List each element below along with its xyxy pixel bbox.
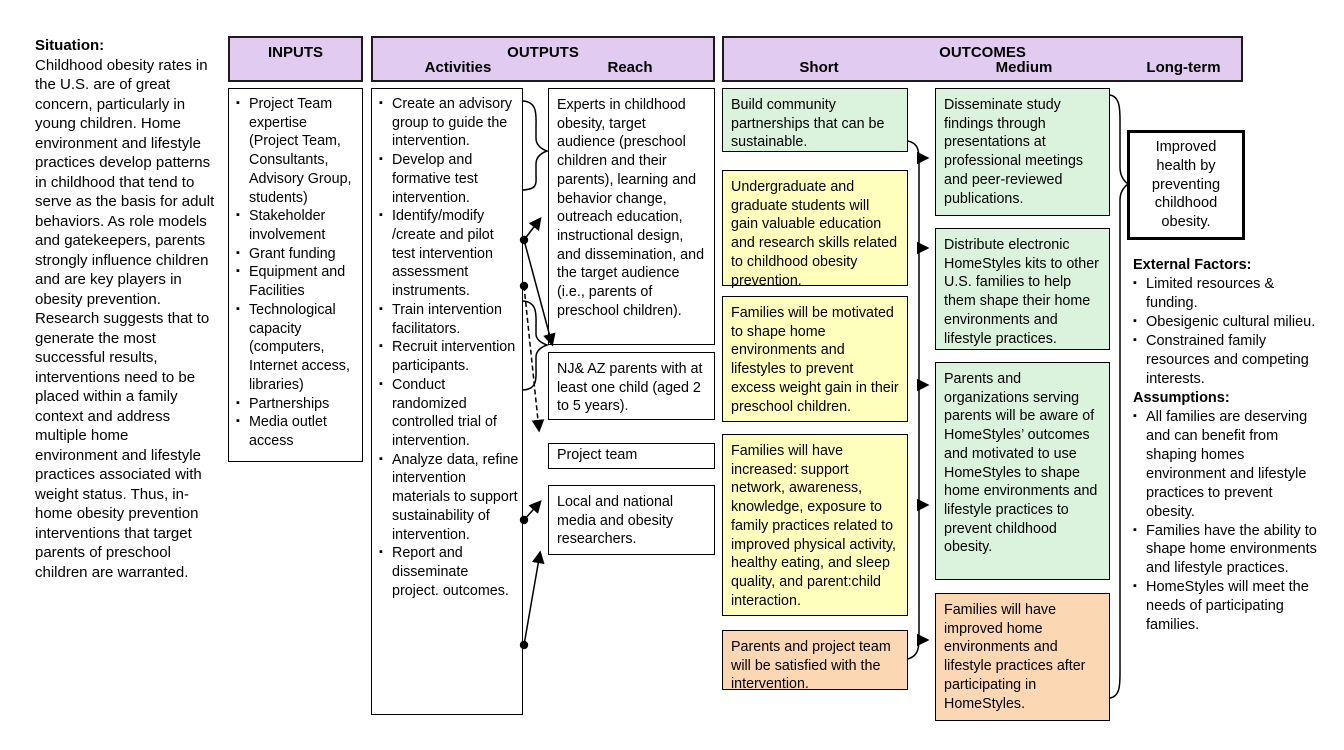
brace-activities-mid <box>523 301 547 390</box>
activity-item: ▪ Recruit intervention participants. <box>379 338 519 375</box>
external-factor-item: ▪ Obesigenic cultural milieu. <box>1133 313 1325 332</box>
activity-item: ▪ Train intervention facilitators. <box>379 301 519 338</box>
collector-line <box>908 141 919 659</box>
reach-box-experts: Experts in childhood obesity, target audience (preschool children and their parents), learning and behavior change, outreach education, instructional design, and dissemination, and the target audience (i.e., parents of preschool children). <box>548 88 715 345</box>
short-outcome-5: Parents and project team will be satisfied with the intervention. <box>722 630 908 690</box>
short-outcome-4: Families will have increased: support network, awareness, knowledge, exposure to family practices related to improved physical activity, healthy eating, and sleep quality, and parent:child interaction. <box>722 434 908 616</box>
longterm-subheader: Long-term <box>1146 59 1221 76</box>
medium-to-longterm-brace <box>1110 95 1128 698</box>
external-factor-item: ▪ Constrained family resources and competing interests. <box>1133 332 1325 389</box>
outcomes-header <box>722 36 1243 82</box>
activity-item: ▪ Develop and formative test intervention. <box>379 151 519 207</box>
longterm-outcome-box: Improved health by preventing childhood obesity. <box>1127 130 1245 240</box>
situation-title: Situation: <box>35 37 105 54</box>
short-subheader: Short <box>799 59 839 76</box>
short-to-medium-links <box>908 141 927 659</box>
reach-box-project-team: Project team <box>548 443 715 469</box>
situation-text: Childhood obesity rates in the U.S. are of great concern, particularly in young children. Home environment and lifestyle practices develop patterns in childhood that tend to serve as the basis for adult behaviors. As role models and gatekeepers, parents strongly influence children and are key players in obesity prevention. Research suggests that to generate the most successful results, interventions need to be placed within a family context and address multiple home environment and lifestyle practices associated with weight status. Thus, in-home obesity prevention interventions that target parents of preschool children are warranted. <box>35 56 215 581</box>
activities-box <box>371 88 523 715</box>
assumption-item: ▪ Families have the ability to shape home environments and lifestyle practices. <box>1133 522 1325 579</box>
input-item: ▪ Grant funding <box>236 245 359 264</box>
input-item: ▪ Project Team expertise (Project Team, Consultants, Advisory Group, students) <box>236 95 359 207</box>
activity-item: ▪ Create an advisory group to guide the intervention. <box>379 95 519 151</box>
inputs-header-label: INPUTS <box>267 44 323 61</box>
reach-box-media: Local and national media and obesity researchers. <box>548 485 715 555</box>
input-item: ▪ Equipment and Facilities <box>236 263 359 300</box>
activities-subheader: Activities <box>424 59 492 76</box>
assumption-item: ▪ All families are deserving and can benefit from shaping homes environment and lifestyle practices to prevent obesity. <box>1133 408 1325 522</box>
situation-block <box>35 36 215 582</box>
short-outcome-2: Undergraduate and graduate students will gain valuable education and research skills related to childhood obesity prevention. <box>722 170 908 286</box>
medium-outcome-1: Disseminate study findings through presentations at professional meetings and peer-reviewed publications. <box>935 88 1110 216</box>
short-outcome-3: Families will be motivated to shape home environments and lifestyles to prevent excess weight gain in their preschool children. <box>722 296 908 422</box>
input-item: ▪ Media outlet access <box>236 413 359 450</box>
medium-subheader: Medium <box>995 59 1053 76</box>
external-factors-block <box>1133 256 1325 635</box>
outputs-header-label: OUTPUTS <box>507 44 579 61</box>
outputs-header <box>371 36 715 82</box>
input-item: ▪ Stakeholder involvement <box>236 207 359 244</box>
input-item: ▪ Technological capacity (computers, Internet access, libraries) <box>236 301 359 395</box>
input-item: ▪ Partnerships <box>236 395 359 414</box>
outcomes-header-label: OUTCOMES <box>939 44 1026 61</box>
activity-item: ▪ Conduct randomized controlled trial of intervention. <box>379 376 519 451</box>
medium-outcome-4: Families will have improved home environments and lifestyle practices after participating in HomeStyles. <box>935 593 1110 721</box>
inputs-header <box>228 36 363 82</box>
reach-box-parents: NJ& AZ parents with at least one child (aged 2 to 5 years). <box>548 352 715 420</box>
short-outcome-1: Build community partnerships that can be sustainable. <box>722 88 908 152</box>
activity-item: ▪ Report and disseminate project. outcomes. <box>379 544 519 600</box>
assumption-item: ▪ HomeStyles will meet the needs of participating families. <box>1133 578 1325 635</box>
medium-outcome-2: Distribute electronic HomeStyles kits to other U.S. families to help them shape their home environments and lifestyle practices. <box>935 228 1110 350</box>
activity-item: ▪ Identify/modify /create and pilot test intervention assessment instruments. <box>379 207 519 301</box>
external-factor-item: ▪ Limited resources & funding. <box>1133 275 1325 313</box>
reach-subheader: Reach <box>607 59 653 76</box>
inputs-box <box>228 88 363 462</box>
medium-outcome-3: Parents and organizations serving parents will be aware of HomeStyles’ outcomes and motivated to use HomeStyles to shape home environments and lifestyle practices to prevent childhood obesity. <box>935 362 1110 580</box>
brace-activities-top <box>523 101 547 190</box>
assumptions-title: Assumptions: <box>1133 389 1230 406</box>
external-factors-title: External Factors: <box>1133 257 1252 273</box>
activity-item: ▪ Analyze data, refine intervention materials to support sustainability of intervention. <box>379 451 519 545</box>
